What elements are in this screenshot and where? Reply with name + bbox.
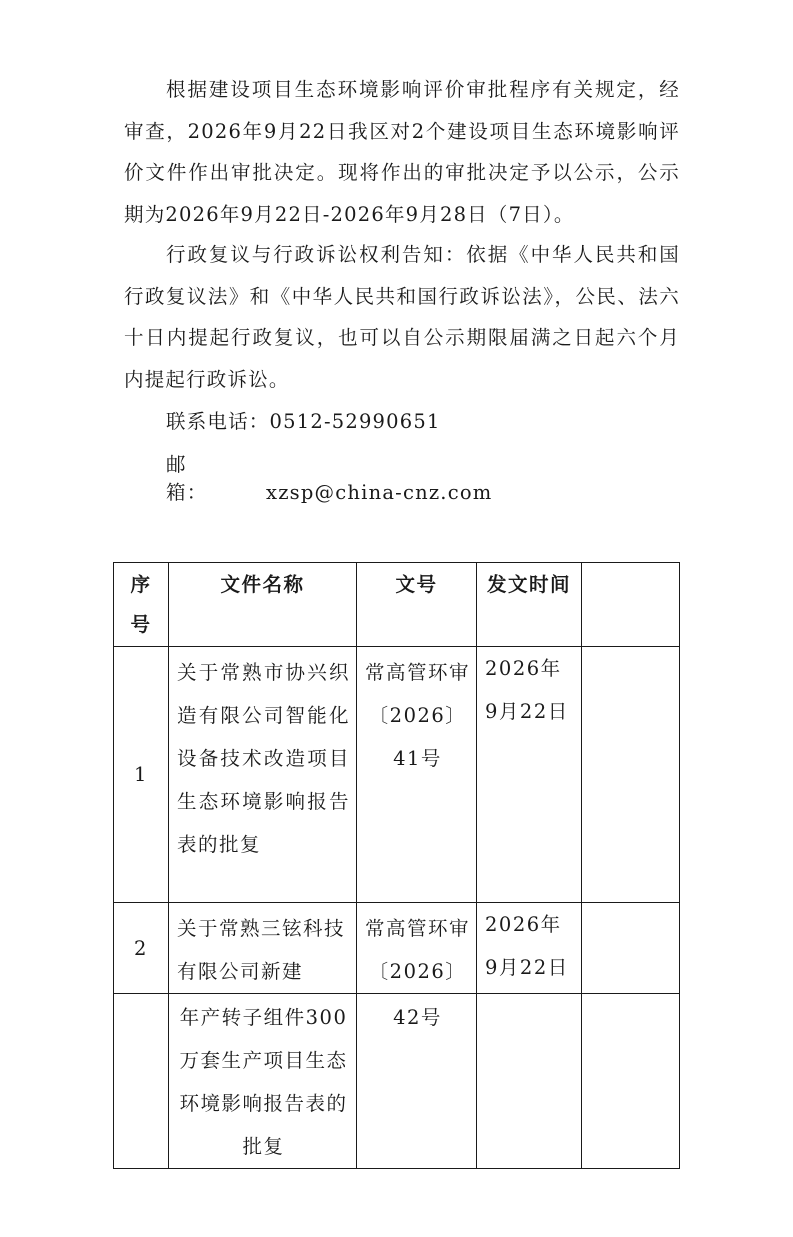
notice-paragraph-2: 行政复议与行政诉讼权利告知：依据《中华人民共和国行政复议法》和《中华人民共和国行政诉讼法》，公民、法六十日内提起行政复议，也可以自公示期限届满之日起六个月内提起行政诉讼。	[124, 243, 680, 391]
header-extra	[582, 563, 680, 647]
header-file-name: 文件名称	[169, 563, 357, 647]
phone-number: 0512-52990651	[269, 410, 441, 433]
approval-table	[113, 562, 680, 1169]
table-row	[114, 903, 680, 994]
row-issue-date: 2026年9月22日	[477, 903, 582, 994]
row-doc-number-part1: 常高管环审〔2026〕	[357, 903, 477, 994]
row-issue-date: 2026年9月22日	[477, 647, 582, 903]
phone-label: 联系电话：	[166, 410, 270, 433]
contact-email-line	[166, 449, 492, 505]
email-label: 邮 箱：	[166, 453, 229, 504]
row-extra	[582, 647, 680, 903]
email-address: xzsp@china-cnz.com	[266, 481, 493, 504]
row-file-name: 关于常熟市协兴织造有限公司智能化设备技术改造项目生态环境影响报告表的批复	[169, 647, 357, 903]
row-issue-date-continued	[477, 994, 582, 1169]
row-file-name-part2: 年产转子组件300万套生产项目生态环境影响报告表的批复	[169, 994, 357, 1169]
header-seq: 序号	[114, 563, 169, 647]
table-row	[114, 647, 680, 903]
row-file-name-part1: 关于常熟三铉科技有限公司新建	[169, 903, 357, 994]
row-seq: 2	[114, 903, 169, 994]
header-doc-number: 文号	[357, 563, 477, 647]
row-extra	[582, 903, 680, 994]
row-extra-continued	[582, 994, 680, 1169]
row-doc-number-part2: 42号	[357, 994, 477, 1169]
row-seq: 1	[114, 647, 169, 903]
contact-phone-line	[166, 406, 441, 434]
row-seq-continued	[114, 994, 169, 1169]
table-row-continued	[114, 994, 680, 1169]
table-header-row	[114, 563, 680, 647]
row-doc-number: 常高管环审〔2026〕41号	[357, 647, 477, 903]
notice-paragraph-1: 根据建设项目生态环境影响评价审批程序有关规定，经审查，2026年9月22日我区对2个建设项目生态环境影响评价文件作出审批决定。现将作出的审批决定予以公示，公示期为2026年9月22日-2026年9月28日（7日）。	[124, 78, 680, 226]
header-issue-date: 发文时间	[477, 563, 582, 647]
